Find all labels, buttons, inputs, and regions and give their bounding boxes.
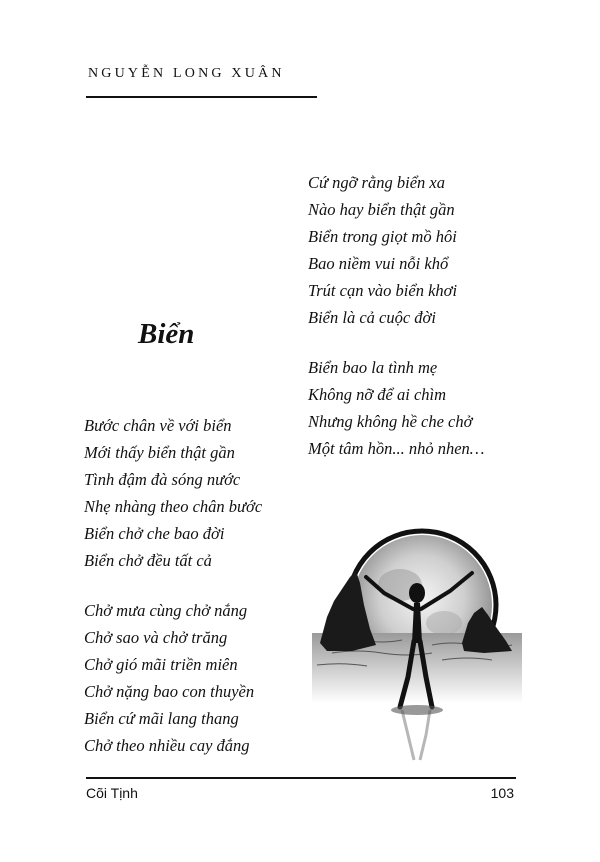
book-title: Cõi Tịnh xyxy=(86,785,138,801)
poem-line: Nhẹ nhàng theo chân bước xyxy=(84,497,263,516)
poem-line: Chở mưa cùng chở nắng xyxy=(84,601,248,620)
poem-line: Bước chân về với biển xyxy=(84,416,232,435)
page-number: 103 xyxy=(490,785,514,801)
poem-line: Cứ ngỡ rằng biển xa xyxy=(308,173,445,192)
stanza-right-1 xyxy=(308,169,457,331)
poem-line: Nào hay biển thật gần xyxy=(308,200,455,219)
poem-line: Chở gió mãi triền miên xyxy=(84,655,238,674)
poem-line: Tình đậm đà sóng nước xyxy=(84,470,241,489)
stanza-left-1 xyxy=(84,412,262,574)
poem-line: Mới thấy biển thật gần xyxy=(84,443,235,462)
poem-line: Biển trong giọt mồ hôi xyxy=(308,227,457,246)
stanza-right-2 xyxy=(308,354,484,462)
poem-line: Chở nặng bao con thuyền xyxy=(84,682,255,701)
poem-line: Trút cạn vào biển khơi xyxy=(308,281,458,300)
poem-line: Biển chở che bao đời xyxy=(84,524,225,543)
footer-rule xyxy=(86,777,516,779)
stanza-left-2 xyxy=(84,597,254,759)
poem-line: Biển bao la tình mẹ xyxy=(308,358,438,377)
poem-line: Biển chở đều tất cả xyxy=(84,551,212,570)
ground-shadow xyxy=(391,705,443,715)
poem-line: Chở sao và chở trăng xyxy=(84,628,228,647)
poem-line: Không nỡ để ai chìm xyxy=(308,385,447,404)
poem-line: Nhưng không hề che chở xyxy=(308,412,473,431)
moon-figure-illustration xyxy=(312,505,522,765)
poem-line: Một tâm hồn... nhỏ nhen… xyxy=(308,439,485,458)
poem-line: Bao niềm vui nỗi khổ xyxy=(308,254,449,273)
running-header: NGUYỄN LONG XUÂN xyxy=(88,66,285,81)
poem-line: Biển là cả cuộc đời xyxy=(308,308,436,327)
poem-title: Biển xyxy=(138,318,195,350)
poem-line: Chở theo nhiều cay đắng xyxy=(84,736,250,755)
moon-shadow xyxy=(426,611,462,635)
header-rule xyxy=(86,96,317,98)
poem-line: Biển cứ mãi lang thang xyxy=(84,709,239,728)
